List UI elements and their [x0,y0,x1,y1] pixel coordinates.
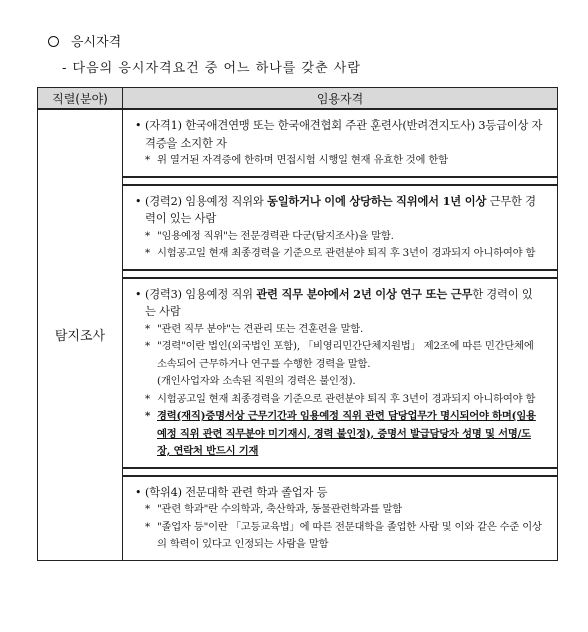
qualification-item-3 [123,277,557,469]
qualification-item-4 [123,475,557,560]
item-3-main-bold: 관련 직무 분야에서 2년 이상 연구 또는 근무 [256,286,473,301]
item-2-main [135,193,543,228]
item-2-note-2: * 시험공고일 현재 최종경력을 기준으로 관련분야 퇴직 후 3년이 경과되지 아니하여야 함 [135,245,543,263]
table-row [38,109,558,560]
item-3-note-bold: * 경력(재직)증명서상 근무기간과 임용예정 직위 관련 담당업무가 명시되어야 하며(임용예정 직위 관련 직무분야 미기재시, 경력 불인정), 증명서 발급담당자 성명 및 서명/도장, 연락처 반드시 기재 [135,408,543,461]
item-1-note-1: * 위 열거된 자격증에 한하며 면접시험 시행일 현재 유효한 것에 한함 [135,152,543,170]
item-3-note-2: * "경력"이란 법인(외국법인 포함), 「비영리민간단체지원법」 제2조에 따른 민간단체에 소속되어 근무하거나 연구를 수행한 경력을 말함. [135,338,543,373]
section-heading-text: 응시자격 [71,35,122,50]
qualification-items-cell [123,109,558,560]
item-1-main: • (자격1) 한국애견연맹 또는 한국애견협회 주관 훈련사(반려견지도사) 3등급이상 자격증을 소지한 자 [135,117,543,152]
header-field: 직렬(분야) [38,88,123,110]
item-2-main-suffix: 근무한 경력이 있는 사람 [145,194,536,225]
item-3-main-suffix: 한 경력이 있는 사람 [145,287,533,318]
item-3-main [135,286,543,321]
item-2-note-1: * "임용예정 직위"는 전문경력관 다군(탐지조사)을 말함. [135,228,543,246]
item-3-plain: (개인사업자와 소속된 직원의 경력은 불인정). [157,375,356,387]
item-3-main-prefix: (경력3) 임용예정 직위 [145,287,257,301]
item-3-note-3: * 시험공고일 현재 최종경력을 기준으로 관련분야 퇴직 후 3년이 경과되지 아니하여야 함 [135,391,543,409]
item-2-main-prefix: (경력2) 임용예정 직위와 [145,194,267,208]
table-header-row [38,88,558,110]
section-subheading: - 다음의 응시자격요건 중 어느 하나를 갖춘 사람 [62,61,361,76]
item-2-main-bold: 동일하거나 이에 상당하는 직위에서 1년 이상 [267,193,487,208]
section-heading [48,34,121,52]
item-4-main: • (학위4) 전문대학 관련 학과 졸업자 등 [135,484,543,502]
circle-bullet-icon [48,36,59,47]
qualification-item-1 [123,110,557,178]
item-4-note-2: * "졸업자 등"이란 「고등교육법」에 따른 전문대학을 졸업한 사람 및 이와 같은 수준 이상의 학력이 있다고 인정되는 사람을 말함 [135,519,543,554]
qualification-item-2 [123,184,557,271]
field-name-cell: 탐지조사 [38,109,123,560]
item-3-note-1: * "관련 직무 분야"는 견관리 또는 견훈련을 말함. [135,321,543,339]
qualification-table [37,87,558,561]
item-4-note-1: * "관련 학과"란 수의학과, 축산학과, 동물관련학과를 말함 [135,501,543,519]
header-qualification: 임용자격 [123,88,558,110]
